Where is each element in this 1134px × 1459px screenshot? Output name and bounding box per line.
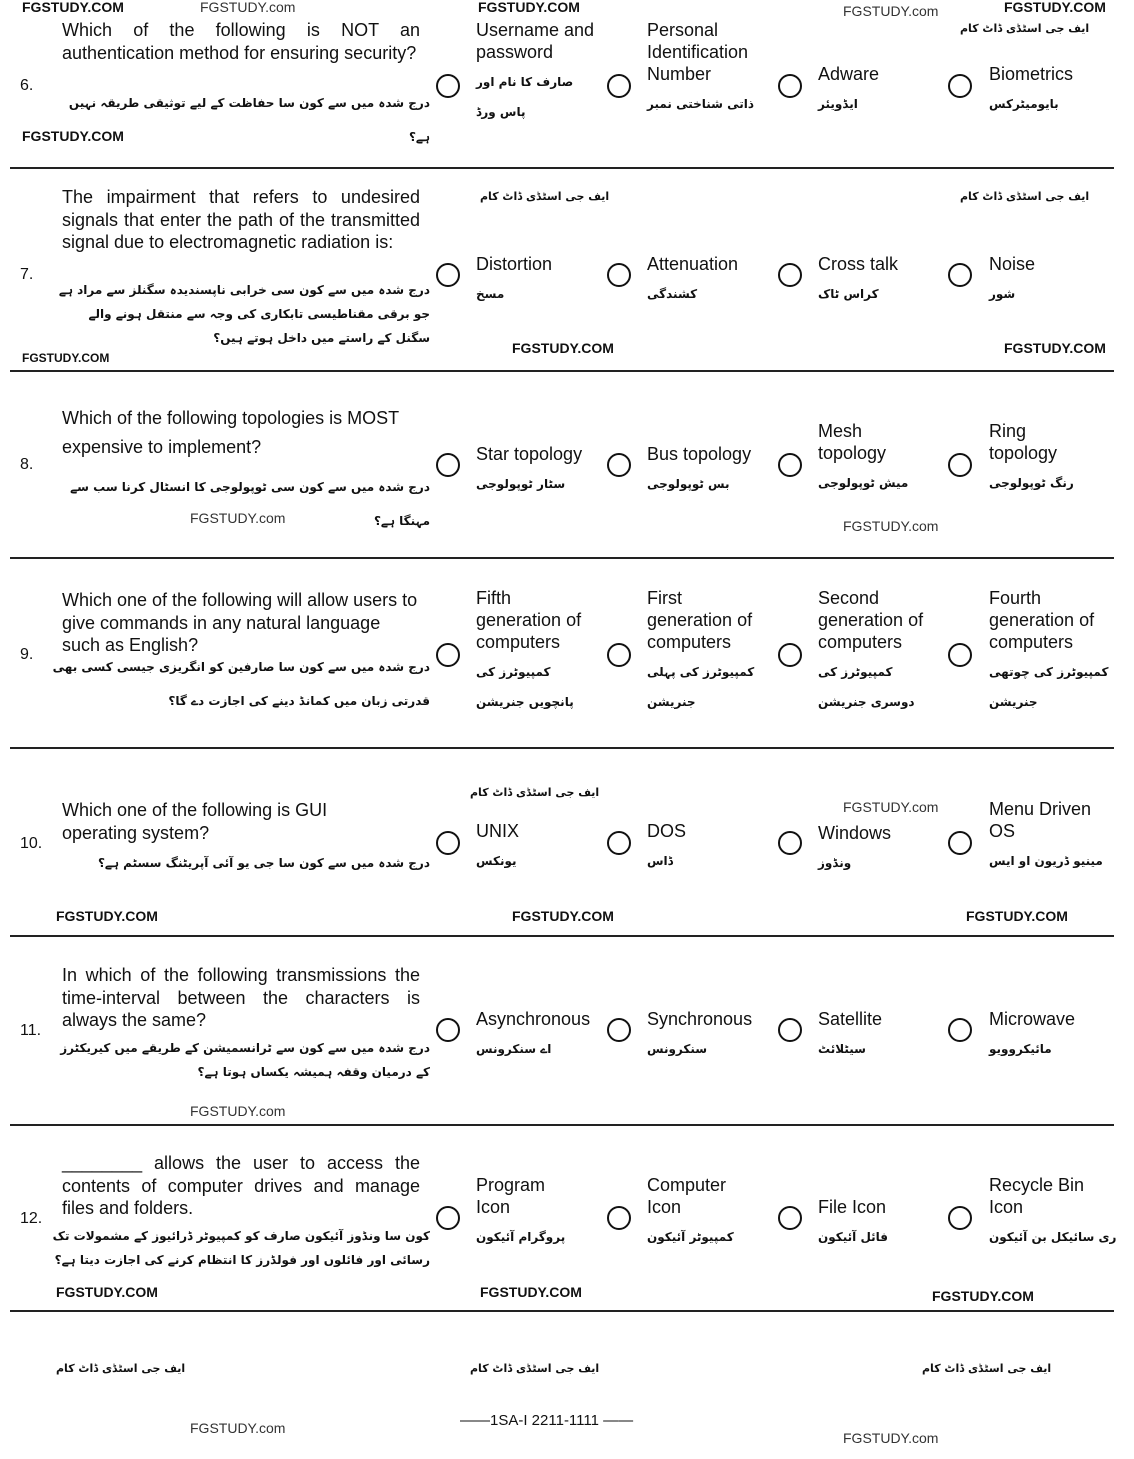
watermark: ایف جی اسٹڈی ڈاٹ کام: [470, 1362, 600, 1375]
option-a: [476, 1174, 576, 1252]
option-label-urdu: کراس ٹاک: [818, 287, 879, 301]
option-b: [647, 443, 797, 499]
option-label-urdu: کمپیوٹر آئیکون: [647, 1230, 734, 1244]
option-label: Ring topology: [989, 421, 1058, 463]
option-c: [818, 587, 938, 717]
option-c: [818, 253, 968, 309]
option-radio[interactable]: [948, 1018, 972, 1042]
option-radio[interactable]: [948, 263, 972, 287]
option-label: Username and password: [476, 20, 595, 62]
watermark: FGSTUDY.com: [190, 510, 286, 526]
option-c: [818, 822, 968, 878]
question-text-urdu: درج شدہ میں سے کون سی ٹوپولوجی کا انسٹال کرنا سب سے مہنگا ہے؟: [70, 480, 430, 528]
option-a: [476, 1008, 626, 1064]
watermark: FGSTUDY.COM: [22, 0, 124, 15]
option-radio[interactable]: [778, 263, 802, 287]
option-label-urdu: صارف کا نام اور پاس ورڈ: [476, 75, 574, 119]
option-label-urdu: رنگ ٹوپولوجی: [989, 476, 1074, 490]
option-label: Adware: [818, 64, 880, 84]
row-divider: [10, 167, 1114, 169]
option-radio[interactable]: [607, 263, 631, 287]
paper-code: ——1SA-I 2211-1111 ——: [460, 1412, 634, 1429]
option-radio[interactable]: [436, 643, 460, 667]
question-text: ________ allows the user to access the contents of computer drives and manage files and folders.: [62, 1153, 420, 1218]
option-b: [647, 253, 797, 309]
option-label-urdu: ونڈوز: [818, 856, 852, 870]
option-label: Second generation of computers: [818, 588, 924, 652]
option-c: [818, 63, 968, 119]
row-divider: [10, 1124, 1114, 1126]
option-label-urdu: کمپیوٹرز کی پانچویں جنریشن: [476, 665, 574, 709]
option-c: [818, 420, 908, 498]
option-label: Distortion: [476, 254, 553, 274]
row-divider: [10, 557, 1114, 559]
watermark: FGSTUDY.COM: [512, 340, 614, 356]
question-number: 9.: [20, 646, 34, 663]
option-label-urdu: بس ٹوپولوجی: [647, 477, 730, 491]
question-number: 12.: [20, 1210, 43, 1227]
watermark: FGSTUDY.COM: [1004, 340, 1106, 356]
option-label: Fifth generation of computers: [476, 588, 582, 652]
option-label: Bus topology: [647, 444, 752, 464]
question-text: The impairment that refers to undesired signals that enter the path of the transmitted signal due to electromagnetic radiation is:: [62, 187, 420, 252]
watermark: FGSTUDY.COM: [1004, 0, 1106, 15]
option-label-urdu: میش ٹوپولوجی: [818, 476, 909, 490]
option-label-urdu: کشندگی: [647, 287, 698, 301]
question-text-urdu: درج شدہ میں سے کون سا حفاظت کے لیے توثیقی طریقہ نہیں ہے؟: [68, 96, 430, 144]
option-d: [989, 587, 1109, 717]
option-label: Microwave: [989, 1009, 1076, 1029]
option-b: [647, 587, 767, 717]
watermark: FGSTUDY.COM: [966, 908, 1068, 924]
option-radio[interactable]: [436, 263, 460, 287]
question-text-urdu: درج شدہ میں سے کون سا صارفین کو انگریزی جیسی کسی بھی قدرتی زبان میں کمانڈ دینے کی اجازت دے گا؟: [52, 660, 430, 708]
option-a: [476, 820, 626, 876]
option-label: Personal Identification Number: [647, 20, 749, 84]
option-b: [647, 820, 797, 876]
option-label: Computer Icon: [647, 1175, 727, 1217]
row-divider: [10, 935, 1114, 937]
option-radio[interactable]: [778, 1206, 802, 1230]
row-divider: [10, 1310, 1114, 1312]
option-a: [476, 19, 616, 127]
question-text: In which of the following transmissions the time-interval between the characters is always the same?: [62, 965, 420, 1030]
option-label: Cross talk: [818, 254, 899, 274]
watermark: ایف جی اسٹڈی ڈاٹ کام: [922, 1362, 1052, 1375]
option-b: [647, 19, 767, 119]
watermark: FGSTUDY.COM: [480, 1284, 582, 1300]
option-radio[interactable]: [607, 1018, 631, 1042]
watermark: FGSTUDY.com: [200, 0, 296, 15]
option-label-urdu: سیٹلائٹ: [818, 1042, 866, 1056]
option-label: Recycle Bin Icon: [989, 1175, 1085, 1217]
option-a: [476, 253, 626, 309]
option-label-urdu: ایڈویئر: [818, 97, 858, 111]
option-label-urdu: ذاتی شناختی نمبر: [647, 97, 755, 111]
option-radio[interactable]: [436, 453, 460, 477]
watermark: FGSTUDY.com: [843, 799, 939, 815]
option-label: Satellite: [818, 1009, 883, 1029]
option-label: DOS: [647, 821, 687, 841]
option-label: Program Icon: [476, 1175, 546, 1217]
option-radio[interactable]: [948, 1206, 972, 1230]
watermark: ایف جی اسٹڈی ڈاٹ کام: [960, 190, 1090, 203]
option-label-urdu: سٹار ٹوپولوجی: [476, 477, 566, 491]
watermark: FGSTUDY.COM: [56, 1284, 158, 1300]
question-text-urdu: درج شدہ میں سے کون سی خرابی ناپسندیدہ سگنلز سے مراد ہے جو برقی مقناطیسی تابکاری کی وجہ سے منتقل ہونے والے سگنل کے راستے میں داخل ہوتے ہیں؟: [58, 283, 430, 345]
option-label-urdu: کمپیوٹرز کی پہلی جنریشن: [647, 665, 755, 709]
watermark: ایف جی اسٹڈی ڈاٹ کام: [960, 22, 1090, 35]
option-label: Mesh topology: [818, 421, 887, 463]
option-label-urdu: کمپیوٹرز کی دوسری جنریشن: [818, 665, 915, 709]
option-label: Fourth generation of computers: [989, 588, 1095, 652]
question-text-urdu: درج شدہ میں سے کون سے ٹرانسمیشن کے طریقے میں کیریکٹرز کے درمیان وقفہ ہمیشہ یکساں ہوتا ہے؟: [60, 1041, 430, 1079]
question-text: Which one of the following will allow users to give commands in any natural language such as English?: [62, 590, 418, 655]
watermark: FGSTUDY.COM: [512, 908, 614, 924]
option-label: Synchronous: [647, 1009, 753, 1029]
option-label-urdu: مسخ: [476, 287, 505, 301]
option-radio[interactable]: [436, 1206, 460, 1230]
watermark: FGSTUDY.COM: [932, 1288, 1034, 1304]
option-d: [989, 63, 1134, 119]
option-d: [989, 798, 1103, 876]
option-radio[interactable]: [778, 831, 802, 855]
question-text: Which one of the following is GUI operating system?: [62, 800, 328, 843]
option-label-urdu: فائل آئیکون: [818, 1230, 889, 1244]
row-divider: [10, 747, 1114, 749]
option-c: [818, 1008, 968, 1064]
option-c: [818, 1196, 968, 1252]
option-radio[interactable]: [436, 74, 460, 98]
option-radio[interactable]: [778, 453, 802, 477]
option-label-urdu: بایومیٹرکس: [989, 97, 1059, 111]
option-label: UNIX: [476, 821, 520, 841]
question-text-urdu: درج شدہ میں سے کون سا جی یو آئی آپریٹنگ سسٹم ہے؟: [97, 856, 430, 870]
option-label: Windows: [818, 823, 892, 843]
option-label-urdu: شور: [989, 287, 1016, 301]
question-number: 6.: [20, 77, 34, 94]
option-label-urdu: ڈاس: [647, 854, 674, 868]
question-number: 7.: [20, 266, 34, 283]
option-a: [476, 443, 626, 499]
watermark: FGSTUDY.com: [843, 1430, 939, 1446]
watermark: FGSTUDY.com: [190, 1420, 286, 1436]
option-label: First generation of computers: [647, 588, 753, 652]
question-number: 11.: [20, 1022, 42, 1039]
question-number: 8.: [20, 456, 34, 473]
option-radio[interactable]: [948, 831, 972, 855]
option-b: [647, 1174, 747, 1252]
option-d: [989, 1174, 1117, 1252]
watermark: ایف جی اسٹڈی ڈاٹ کام: [480, 190, 610, 203]
watermark: FGSTUDY.com: [843, 518, 939, 534]
option-radio[interactable]: [607, 1206, 631, 1230]
option-radio[interactable]: [607, 831, 631, 855]
option-radio[interactable]: [948, 643, 972, 667]
option-d: [989, 1008, 1134, 1064]
option-label-urdu: اے سنکرونس: [476, 1042, 552, 1056]
option-b: [647, 1008, 797, 1064]
option-label: Star topology: [476, 444, 583, 464]
question-text-urdu: کون سا ونڈوز آئیکون صارف کو کمپیوٹر ڈرائیوز کے مشمولات تک رسائی اور فائلوں اور فولڈرز کا انتظام کرنے کی اجازت دیتا ہے؟: [52, 1229, 430, 1267]
option-radio[interactable]: [948, 453, 972, 477]
option-label: Noise: [989, 254, 1036, 274]
option-label: Biometrics: [989, 64, 1074, 84]
option-radio[interactable]: [607, 74, 631, 98]
option-label-urdu: مینیو ڈریون او ایس: [989, 854, 1103, 868]
option-label-urdu: سنکرونس: [647, 1042, 708, 1056]
option-radio[interactable]: [436, 831, 460, 855]
option-label-urdu: یونکس: [476, 854, 517, 868]
watermark: FGSTUDY.com: [190, 1103, 286, 1119]
question-text: Which of the following topologies is MOST expensive to implement?: [62, 408, 399, 457]
option-label: Asynchronous: [476, 1009, 591, 1029]
option-radio[interactable]: [607, 643, 631, 667]
question-number: 10.: [20, 835, 43, 852]
option-label-urdu: پروگرام آئیکون: [476, 1230, 566, 1244]
watermark: FGSTUDY.COM: [22, 128, 124, 144]
option-d: [989, 253, 1134, 309]
option-label: File Icon: [818, 1197, 887, 1217]
option-label-urdu: کمپیوٹرز کی چوتھی جنریشن: [989, 665, 1109, 709]
option-radio[interactable]: [778, 1018, 802, 1042]
watermark: FGSTUDY.COM: [56, 908, 158, 924]
option-radio[interactable]: [778, 74, 802, 98]
watermark: ایف جی اسٹڈی ڈاٹ کام: [56, 1362, 186, 1375]
option-d: [989, 420, 1079, 498]
option-a: [476, 587, 596, 717]
option-label: Attenuation: [647, 254, 739, 274]
watermark: FGSTUDY.COM: [478, 0, 580, 15]
option-radio[interactable]: [948, 74, 972, 98]
option-radio[interactable]: [607, 453, 631, 477]
option-radio[interactable]: [778, 643, 802, 667]
option-label: Menu Driven OS: [989, 799, 1092, 841]
watermark: ایف جی اسٹڈی ڈاٹ کام: [470, 786, 600, 799]
option-label-urdu: ری سائیکل بن آئیکون: [989, 1230, 1117, 1244]
row-divider: [10, 370, 1114, 372]
watermark: FGSTUDY.COM: [22, 351, 110, 365]
question-text: Which of the following is NOT an authentication method for ensuring security?: [62, 20, 420, 63]
watermark: FGSTUDY.com: [843, 3, 939, 19]
option-radio[interactable]: [436, 1018, 460, 1042]
option-label-urdu: مائیکروویو: [989, 1042, 1052, 1056]
